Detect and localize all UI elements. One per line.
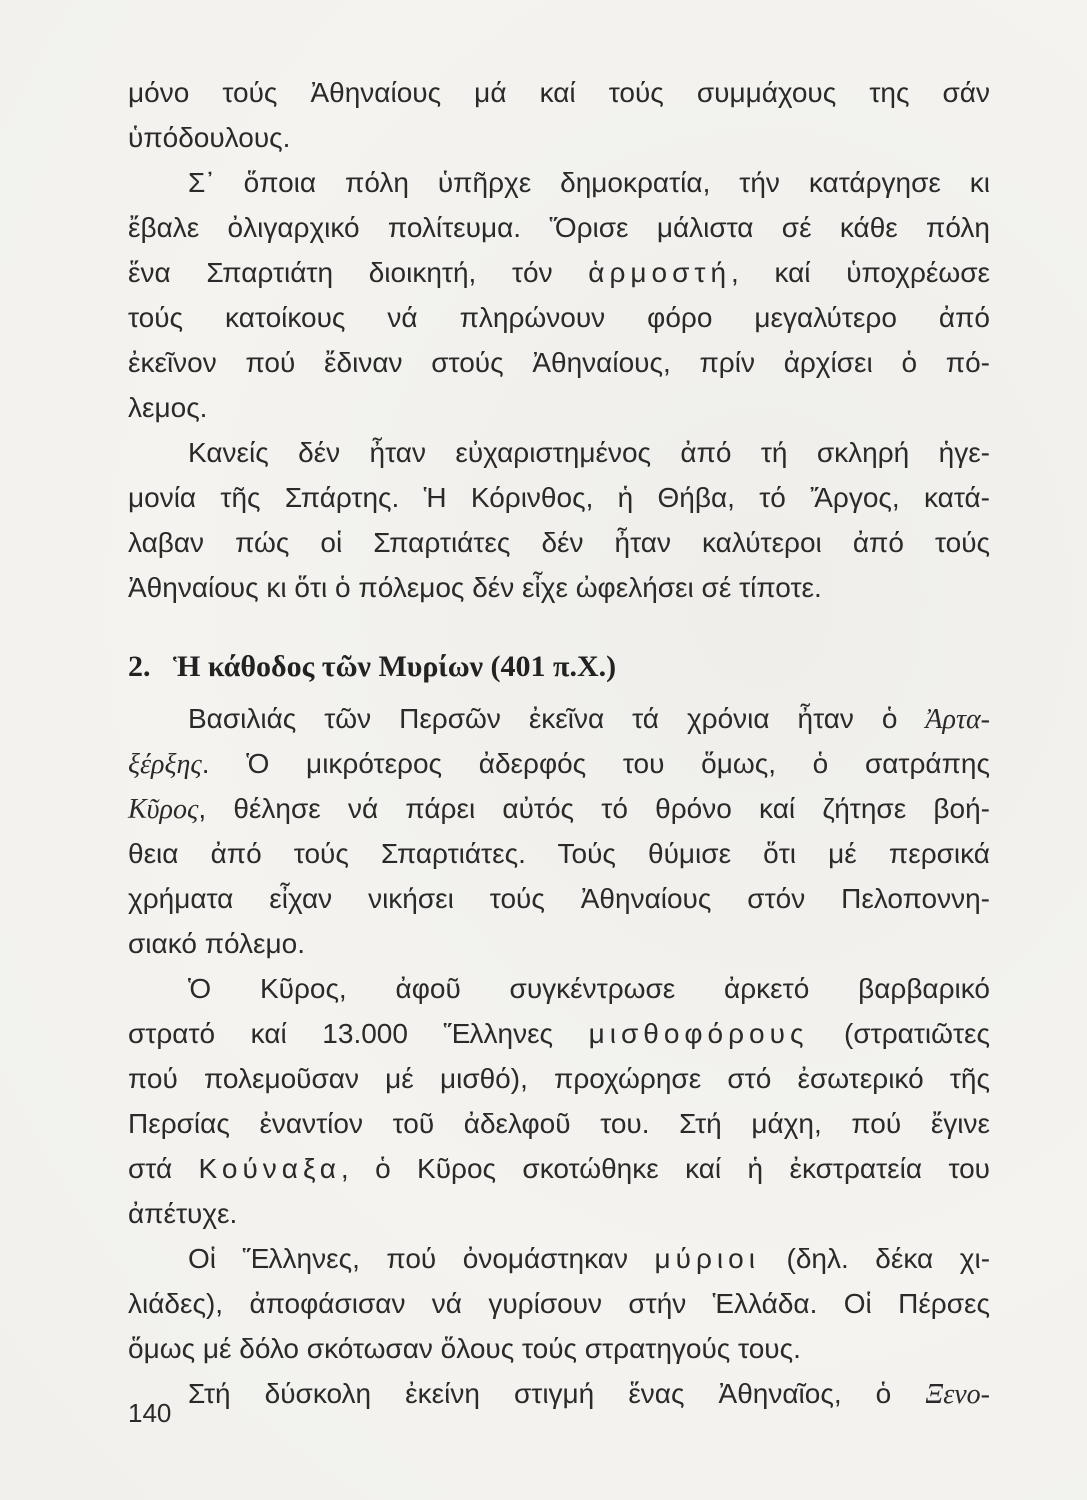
text-line: λιάδες), ἀποφάσισαν νά γυρίσουν στήν Ἑλλάδα. Οἱ Πέρσες (128, 1288, 990, 1319)
text-line: Σ᾿ ὅποια πόλη ὑπῆρχε δημοκρατία, τήν κατάργησε κι (188, 167, 990, 198)
paragraph-6 (128, 1236, 990, 1371)
text-line: Ἀθηναίους κι ὅτι ὁ πόλεμος δέν εἶχε ὠφελήσει σέ τίποτε. (128, 572, 822, 603)
name-xenophon: Ξενο- (925, 1379, 990, 1410)
text-run: ἕνα Σπαρτιάτη διοικητή, τόν (128, 257, 553, 288)
text-run: (στρατιῶτες (844, 1018, 990, 1049)
text-line: λεμος. (128, 392, 208, 423)
paragraph-3 (128, 430, 990, 610)
paragraph-7 (128, 1371, 990, 1416)
text-run: στρατό καί 13.000 Ἕλληνες (128, 1018, 554, 1049)
text-line: τούς κατοίκους νά πληρώνουν φόρο μεγαλύτερο ἀπό (128, 302, 990, 333)
text-run: Στή δύσκολη ἐκείνη στιγμή ἕνας Ἀθηναῖος, ὁ (188, 1378, 892, 1409)
paragraph-4 (128, 696, 990, 966)
text-line (128, 1371, 990, 1416)
text-line: σιακό πόλεμο. (128, 928, 306, 959)
term-misthophoroi: μισθοφόρους (588, 1018, 809, 1049)
paragraph-2 (128, 160, 990, 430)
text-line (128, 696, 990, 741)
text-line: Περσίας ἐναντίον τοῦ ἀδελφοῦ του. Στή μάχη, πού ἔγινε (128, 1108, 990, 1139)
term-kounaxa: Κούναξα (198, 1153, 341, 1184)
text-run: Οἱ Ἕλληνες, πού ὀνομάστηκαν (188, 1243, 628, 1274)
text-run: , θέλησε νά πάρει αὐτός τό θρόνο καί ζήτησε βοή- (198, 793, 990, 824)
section-title: Ἡ κάθοδος τῶν Μυρίων (401 π.Χ.) (173, 650, 617, 683)
text-line (128, 1011, 990, 1056)
text-line: ὅμως μέ δόλο σκότωσαν ὅλους τούς στρατηγούς τους. (128, 1333, 801, 1364)
text-line: χρήματα εἶχαν νικήσει τούς Ἀθηναίους στόν Πελοποννη- (128, 883, 990, 914)
text-line: μόνο τούς Ἀθηναίους μά καί τούς συμμάχους της σάν (128, 77, 990, 108)
text-run: στά (128, 1153, 173, 1184)
text-line: ὑπόδουλους. (128, 122, 291, 153)
name-artaxerxes-cont: ξέρξης (128, 749, 202, 780)
section-number: 2. (128, 650, 151, 683)
text-line: Ὁ Κῦρος, ἀφοῦ συγκέντρωσε ἀρκετό βαρβαρικό (188, 973, 990, 1004)
name-kyros: Κῦρος (128, 794, 199, 825)
text-line: ἔβαλε ὀλιγαρχικό πολίτευμα. Ὅρισε μάλιστα σέ κάθε πόλη (128, 212, 990, 243)
text-run: . Ὁ μικρότερος ἀδερφός του ὅμως, ὁ σατράπης (201, 748, 990, 779)
term-harmost: ἁρμοστή (588, 257, 732, 288)
text-line (128, 1236, 990, 1281)
section-gap (128, 610, 990, 638)
section-heading (128, 638, 990, 696)
text-line (128, 1146, 990, 1191)
text-line: μονία τῆς Σπάρτης. Ἡ Κόρινθος, ἡ Θήβα, τό Ἄργος, κατά- (128, 482, 990, 513)
text-line (128, 741, 990, 786)
text-run: , ὁ Κῦρος σκοτώθηκε καί ἡ ἐκστρατεία του (340, 1153, 990, 1184)
text-line: ἐκεῖνον πού ἔδιναν στούς Ἀθηναίους, πρίν ἀρχίσει ὁ πό- (128, 347, 990, 378)
text-run: , καί ὑποχρέωσε (731, 257, 990, 288)
text-line: λαβαν πώς οἱ Σπαρτιάτες δέν ἦταν καλύτεροι ἀπό τούς (128, 527, 990, 558)
text-line: πού πολεμοῦσαν μέ μισθό), προχώρησε στό ἐσωτερικό τῆς (128, 1063, 990, 1094)
text-run: (δηλ. δέκα χι- (786, 1243, 991, 1274)
text-line (128, 786, 990, 831)
text-line (128, 250, 990, 295)
text-line: ἀπέτυχε. (128, 1198, 238, 1229)
text-line: Κανείς δέν ἦταν εὐχαριστημένος ἀπό τή σκληρή ἡγε- (188, 437, 990, 468)
text-run: Βασιλιάς τῶν Περσῶν ἐκεῖνα τά χρόνια ἦταν ὁ (188, 703, 898, 734)
paragraph-1 (128, 70, 990, 160)
body-text (128, 70, 990, 1416)
term-myrioi: μύριοι (654, 1243, 760, 1274)
name-artaxerxes: Ἀρτα- (925, 704, 990, 735)
page-number: 140 (128, 1398, 172, 1428)
paragraph-5 (128, 966, 990, 1236)
text-line: θεια ἀπό τούς Σπαρτιάτες. Τούς θύμισε ὅτι μέ περσικά (128, 838, 990, 869)
